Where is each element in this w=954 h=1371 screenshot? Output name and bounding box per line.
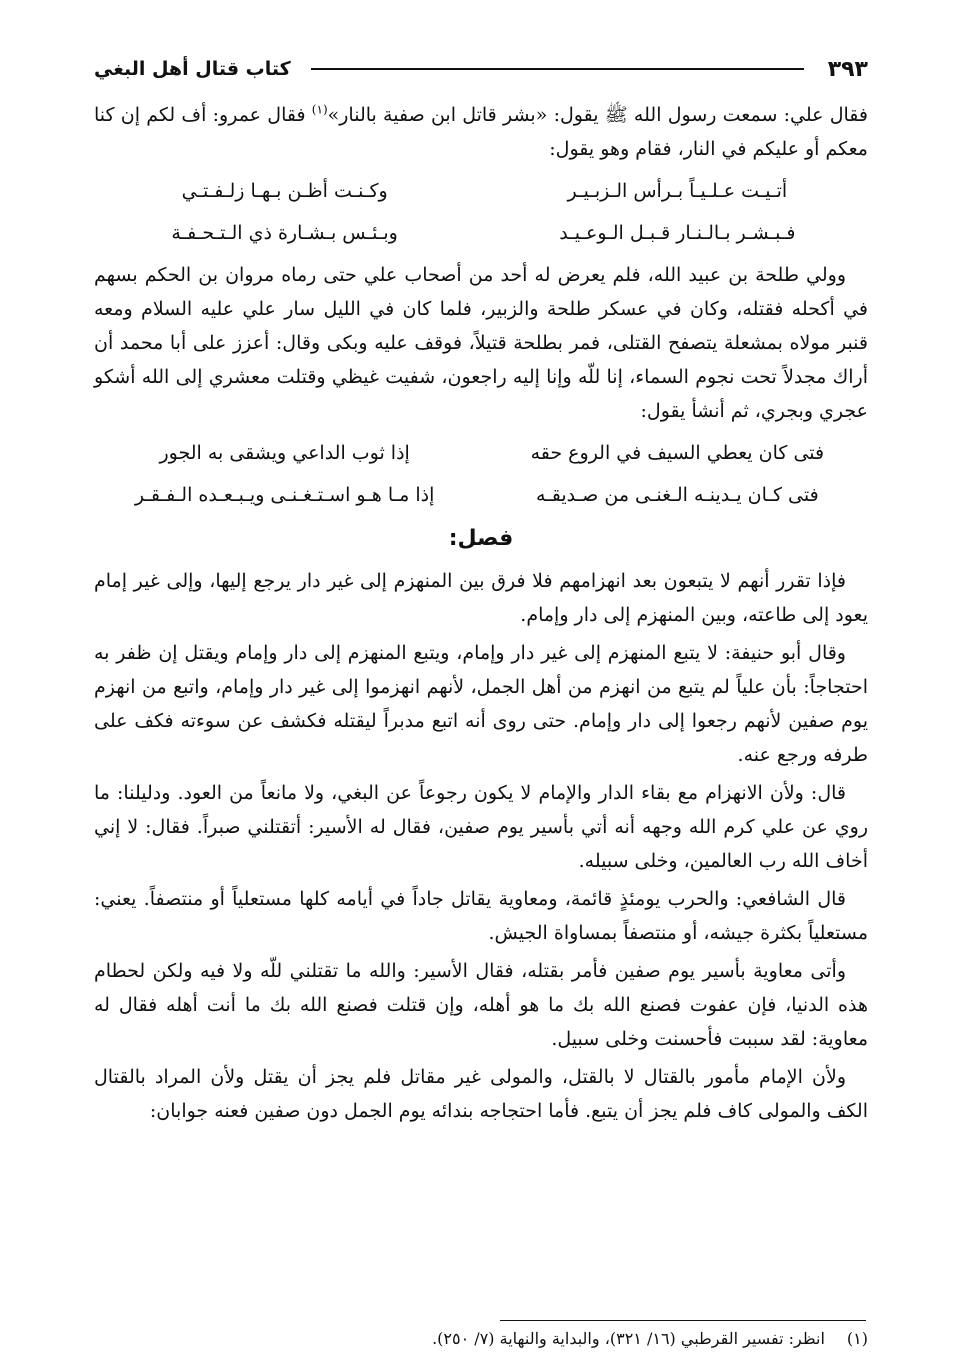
paragraph-text: فقال علي: سمعت رسول الله ﷺ يقول: «بشر قاتل ابن صفية بالنار»	[327, 104, 869, 126]
paragraph-section-2: وقال أبو حنيفة: لا يتبع المنهزم إلى غير دار وإمام، ويتبع المنهزم إلى دار وإمام ويقتل إن ظفر به احتجاجاً: بأن علياً لم يتبع من انهزم من أهل الجمل، لأنهم انهزموا إلى غير دار وإمام، واتبع من انهزم يوم صفين لأنهم رجعوا إلى دار وإمام. حتى روى أنه اتبع مدبراً ليقتله فكشف عن سوءته فكف على طرفه ورجع عنه.	[94, 642, 868, 766]
paragraph-text: فقال عمرو: أف لكم إن كنا معكم أو عليكم في النار، فقام وهو يقول:	[94, 104, 868, 160]
footnote-rule	[500, 1320, 866, 1321]
poem-zubayr	[94, 174, 868, 250]
page-number: ٣٩٣	[827, 56, 868, 82]
paragraph-section-6: ولأن الإمام مأمور بالقتال لا بالقتل، والمولى غير مقاتل فلم يجز أن يقتل ولأن المراد بالقتال الكف والمولى كاف فلم يجز أن يتبع. فأما احتجاجه بندائه يوم الجمل دون صفين فعنه جوابان:	[94, 1066, 868, 1122]
verse-first-hemistich: أتـيـت عـلـيـاً بـرأس الـزبـيـر	[567, 180, 788, 202]
footnote	[94, 1326, 868, 1352]
verse-line	[124, 216, 838, 250]
header-rule	[311, 68, 804, 70]
poem-talha-elegy	[94, 436, 868, 512]
footnote-text: انظر: تفسير القرطبي (١٦/ ٣٢١)، والبداية والنهاية (٧/ ٢٥٠).	[432, 1329, 825, 1348]
paragraph-section-5: وأتى معاوية بأسير يوم صفين فأمر بقتله، فقال الأسير: والله ما تقتلني للّه ولا فيه ولكن لحطام هذه الدنيا، فإن عفوت فصنع الله بك ما هو أهله، وإن قتلت فصنع الله بك ما أنت أهله فقال له معاوية: لقد سببت فأحسنت وخلى سبيل.	[94, 960, 868, 1050]
section-heading: فصل:	[448, 526, 514, 551]
paragraph-ali-hadith	[94, 98, 868, 166]
chapter-title: كتاب قتال أهل البغي	[94, 58, 291, 80]
verse-first-hemistich: فتى كـان يـدينـه الـغنـى من صـديقـه	[535, 484, 819, 506]
verse-second-hemistich: وكـنـت أظـن بـهـا زلـفـتـي	[181, 180, 388, 202]
verse-line	[124, 478, 838, 512]
paragraph-section-1: فإذا تقرر أنهم لا يتبعون بعد انهزامهم فلا فرق بين المنهزم إلى غير دار يرجع إليها، وإلى غير إمام يعود إلى طاعته، وبين المنهزم إلى دار وإمام.	[94, 570, 868, 626]
verse-first-hemistich: فتى كان يعطي السيف في الروع حقه	[530, 442, 825, 464]
verse-first-hemistich: فـبـشـر بـالـنـار قـبـل الـوعـيـد	[559, 222, 796, 244]
footnote-number: (١)	[846, 1329, 868, 1348]
footnote-marker: (١)	[311, 102, 328, 117]
verse-second-hemistich: وبـئـس بـشـارة ذي الـتـحـفـة	[171, 222, 398, 244]
paragraph-section-4: قال الشافعي: والحرب يومئذٍ قائمة، ومعاوية يقاتل جاداً في أيامه كلها مستعلياً أو منتصفاً. يعني: مستعلياً بكثرة جيشه، أو منتصفاً بمساواة الجيش.	[94, 888, 868, 944]
paragraph-section-3: قال: ولأن الانهزام مع بقاء الدار والإمام لا يكون رجوعاً عن البغي، ولا مانعاً من العود. ودليلنا: ما روي عن علي كرم الله وجهه أنه أتي بأسير يوم صفين، فقال له الأسير: أتقتلني صبراً. فقال: لا إني أخاف الله رب العالمين، وخلى سبيله.	[94, 782, 868, 872]
running-header	[94, 44, 868, 94]
paragraph-talha: وولي طلحة بن عبيد الله، فلم يعرض له أحد من أصحاب علي حتى رماه مروان بن الحكم بسهم في أكحله فقتله، وكان في عسكر طلحة والزبير، فلما كان في الليل سار علي عليه السلام ومعه قنبر مولاه بمشعلة يتصفح القتلى، فمر بطلحة قتيلاً، فوقف عليه وبكى وقال: أعزز على أبا محمد أن أراك مجدلاً تحت نجوم السماء، إنا للّه وإنا إليه راجعون، شفيت غيظي وقتلت معشري إلى الله أشكو عجري وبجري، ثم أنشأ يقول:	[94, 264, 868, 422]
verse-line	[124, 174, 838, 208]
verse-second-hemistich: إذا مـا هـو اسـتـغـنـى ويـبـعـده الـفـقـر	[134, 484, 435, 506]
verse-line	[124, 436, 838, 470]
verse-second-hemistich: إذا ثوب الداعي ويشقى به الجور	[159, 442, 410, 464]
